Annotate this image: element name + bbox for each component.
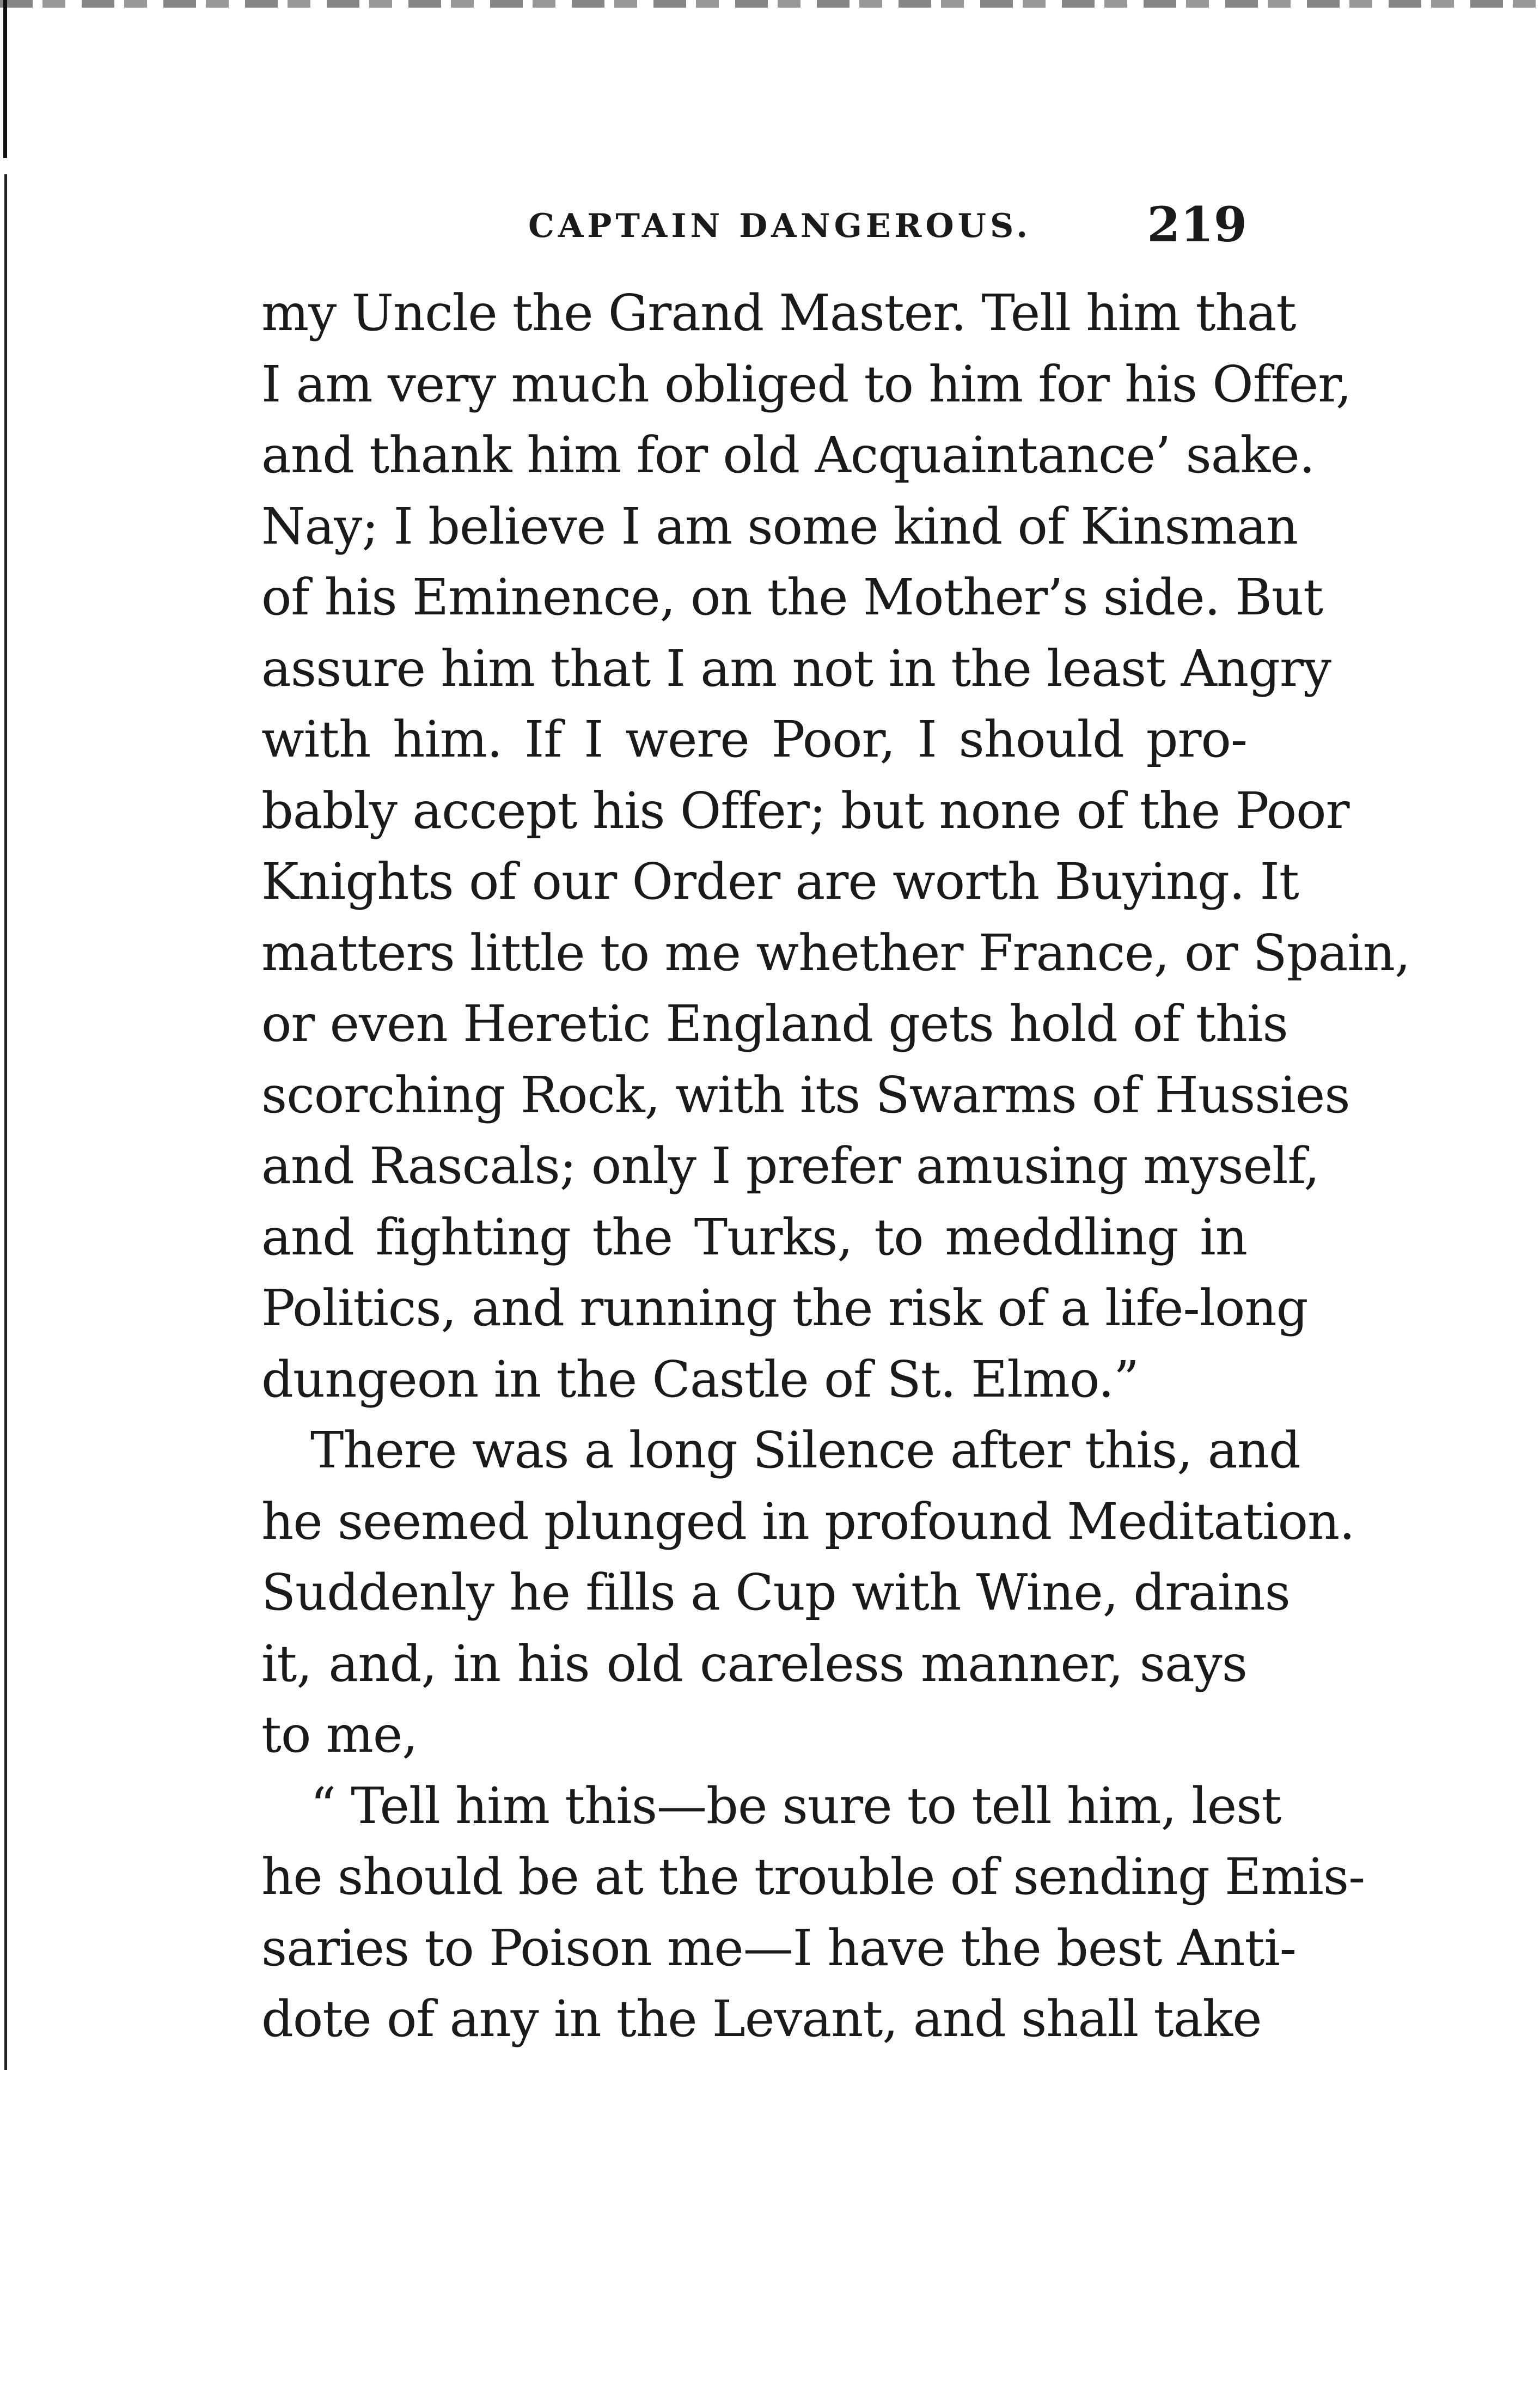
scan-left-edge-lower — [4, 174, 7, 2070]
text-line: There was a long Silence after this, and — [310, 1421, 1300, 1479]
text-line: and thank him for old Acquaintance’ sake. — [261, 426, 1315, 484]
text-line: it, and, in his old careless manner, says — [261, 1634, 1247, 1693]
text-line: Nay; I believe I am some kind of Kinsman — [261, 497, 1298, 556]
text-line: he should be at the trouble of sending Emis- — [261, 1848, 1365, 1906]
scan-left-edge — [3, 0, 7, 158]
scan-top-edge — [0, 0, 1540, 8]
running-head — [261, 196, 1247, 256]
text-line: my Uncle the Grand Master. Tell him that — [261, 284, 1296, 342]
text-line: Politics, and running the risk of a life-long — [261, 1279, 1308, 1337]
text-line: scorching Rock, with its Swarms of Hussies — [261, 1065, 1350, 1124]
text-line: or even Heretic England gets hold of this — [261, 995, 1288, 1053]
text-line: saries to Poison me—I have the best Anti- — [261, 1918, 1296, 1977]
text-line: of his Eminence, on the Mother’s side. But — [261, 568, 1323, 626]
body-text — [261, 278, 1410, 2055]
page-number: 219 — [1147, 196, 1247, 253]
text-line: with him. If I were Poor, I should pro- — [261, 710, 1247, 769]
text-line: and fighting the Turks, to meddling in — [261, 1208, 1247, 1266]
text-line: and Rascals; only I prefer amusing myself, — [261, 1137, 1319, 1195]
book-page — [261, 196, 1410, 2055]
text-line: dote of any in the Levant, and shall take — [261, 1990, 1262, 2048]
text-line: I am very much obliged to him for his Offer, — [261, 355, 1352, 413]
text-line: matters little to me whether France, or Spain, — [261, 923, 1410, 982]
text-line: “ Tell him this—be sure to tell him, lest — [310, 1776, 1281, 1835]
text-line: Knights of our Order are worth Buying. It — [261, 852, 1299, 911]
text-line: assure him that I am not in the least Angry — [261, 639, 1331, 698]
text-line: Suddenly he fills a Cup with Wine, drains — [261, 1563, 1290, 1622]
running-title: CAPTAIN DANGEROUS. — [528, 207, 1032, 245]
text-line: dungeon in the Castle of St. Elmo.” — [261, 1350, 1139, 1409]
text-line: bably accept his Offer; but none of the Poor — [261, 781, 1349, 840]
text-line: to me, — [261, 1705, 418, 1764]
text-line: he seemed plunged in profound Meditation. — [261, 1492, 1355, 1551]
